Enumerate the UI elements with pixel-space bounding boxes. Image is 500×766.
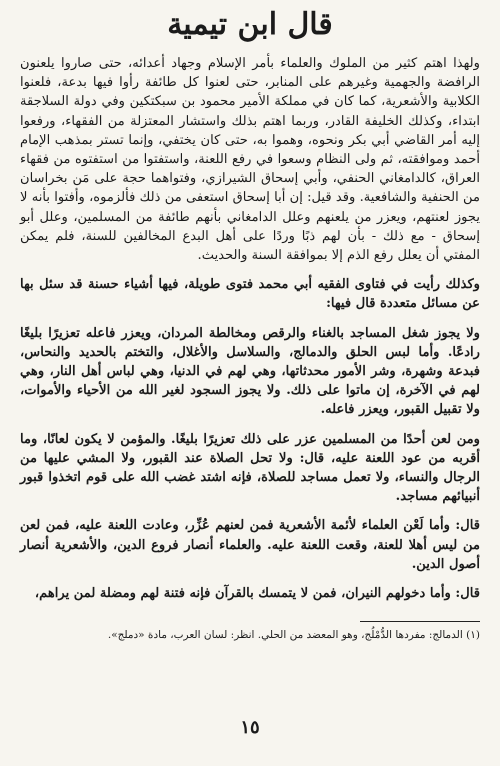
paragraph-5: قال: وأما لَعْن العلماء لأئمة الأشعرية فمن لعنهم عُزِّر، وعادت اللعنة عليه، فمن لعن من ليس أهلا للعنة، وقعت اللعنة عليه. والعلماء أنصار فروع الدين، والأشعرية أنصار أصول الدين. bbox=[20, 518, 480, 572]
paragraph-3: ولا يجوز شغل المساجد بالغناء والرقص ومخالطة المردان، ويعزر فاعله تعزيرًا بليغًا رادعًا. وأما لبس الحلق والدمالج، والسلاسل والأغلال، والتختم بالحديد والنحاس، فبدعة وشهرة، وشر الأمور محدثاتها، وهي لهم في الدنيا، وهي لباس أهل النار، وهي لهم في الآخرة، إن ماتوا على ذلك. ولا يجوز السجود لغير الله من الأحياء والأموات، ولا تقبيل القبور، ويعزر فاعله. bbox=[20, 325, 480, 418]
footnote-divider bbox=[360, 621, 480, 622]
page-number: ١٥ bbox=[240, 717, 260, 738]
paragraph-4: ومن لعن أحدًا من المسلمين عزر على ذلك تعزيرًا بليغًا. والمؤمن لا يكون لعانًا، وما أقربه من عود اللعنة عليه، قال: ولا تحل الصلاة عند القبور، ولا المشي عليها من الرجال والنساء، ولا تعمل مساجد للصلاة، فإنه اشتد غضب الله على قوم اتخذوا قبور أنبيائهم مساجد. bbox=[20, 431, 480, 505]
paragraph-6: قال: وأما دخولهم النيران، فمن لا يتمسك بالقرآن فإنه فتنة لهم ومضلة لمن يراهم، bbox=[34, 586, 480, 602]
paragraph-1: ولهذا اهتم كثير من الملوك والعلماء بأمر الإسلام وجهاد أعدائه، حتى صاروا يلعنون الرافضة والجهمية وغيرهم على المنابر، حتى لعنوا كل طائفة رأوا فيها بدعة، فلعنوا الكلابية والأشعرية، كما كان في مملكة الأمير محمود بن سبكتكين وفي دولة السلاجقة ابتداء، وكذلك الخليفة القادر، وربما اهتم بذلك واستشار المعتزلة من الفقهاء، ورفعوا إليه أمر القاضي أبي بكر ونحوه، وهموا به، حتى كان يختفي، وإنما تستر بمذهب الإمام أحمد وموافقته، ثم ولى النظام وسعوا في رفع اللعنة، واستفتوا من استفتوه من فقهاء العراق، كالدامغاني الحنفي، وأبي إسحاق الشيرازي، وفتواهما حجة على مَن بخراسان من الحنفية والشافعية. وقد قيل: إن أبا إسحاق استعفى من ذلك فألزموه، وأفتوا بأنه لا يجوز لعنتهم، ويعزر من يلعنهم وعلل الدامغاني بأنهم طائفة من المسلمين، وعلل أبو إسحاق - مع ذلك - بأن لهم ذبًا وردًا على أهل البدع المخالفين للسنة، فلم يمكن المفتي أن يعلل رفع الذم إلا بموافقة السنة والحديث. bbox=[20, 56, 480, 264]
paragraph-2: وكذلك رأيت في فتاوى الفقيه أبي محمد فتوى طويلة، فيها أشياء حسنة قد سئل بها عن مسائل متعددة قال فيها: bbox=[20, 277, 480, 312]
footnote: (١) الدمالج: مفردها الدُّمْلُج، وهو المعضد من الحلي. انظر: لسان العرب، مادة «دملج». bbox=[107, 629, 480, 642]
page-title: قال ابن تيمية bbox=[167, 7, 333, 42]
